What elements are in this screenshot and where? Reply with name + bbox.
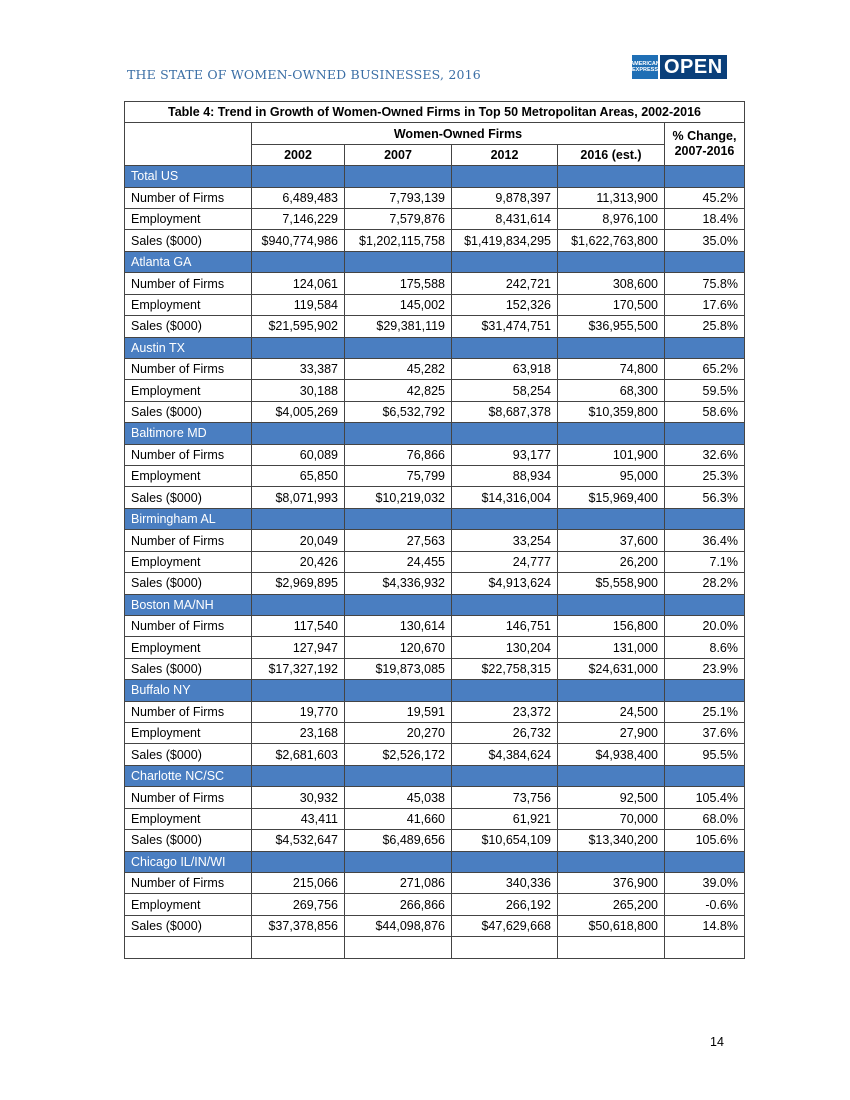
value-cell: $13,340,200 xyxy=(558,830,665,851)
pct-change-cell: 39.0% xyxy=(665,873,745,894)
pct-change-cell: 25.3% xyxy=(665,466,745,487)
metro-group-row xyxy=(125,166,745,188)
pct-change-header-line2: 2007-2016 xyxy=(674,144,735,159)
logo-badge-line: EXPRESS xyxy=(632,67,658,73)
table-caption: Table 4: Trend in Growth of Women-Owned Firms in Top 50 Metropolitan Areas, 2002-2016 xyxy=(125,102,745,123)
value-cell: 24,777 xyxy=(452,551,558,572)
row-label: Number of Firms xyxy=(125,187,252,208)
value-cell: 27,563 xyxy=(345,530,452,551)
value-cell: $29,381,119 xyxy=(345,316,452,337)
table-body xyxy=(125,166,745,958)
row-label: Number of Firms xyxy=(125,873,252,894)
group-row-cell xyxy=(665,337,745,359)
value-cell: $47,629,668 xyxy=(452,915,558,936)
value-cell: 24,455 xyxy=(345,551,452,572)
row-label: Number of Firms xyxy=(125,273,252,294)
value-cell: 11,313,900 xyxy=(558,187,665,208)
row-label: Number of Firms xyxy=(125,530,252,551)
pct-change-cell: 58.6% xyxy=(665,401,745,422)
group-row-cell xyxy=(452,508,558,530)
table-row xyxy=(125,573,745,594)
group-row-cell xyxy=(665,851,745,873)
row-label: Employment xyxy=(125,466,252,487)
value-cell: 145,002 xyxy=(345,294,452,315)
pct-change-cell: 65.2% xyxy=(665,359,745,380)
value-cell: 7,146,229 xyxy=(252,209,345,230)
value-cell: 41,660 xyxy=(345,808,452,829)
group-row-cell xyxy=(345,594,452,616)
value-cell: 271,086 xyxy=(345,873,452,894)
pct-change-cell: 75.8% xyxy=(665,273,745,294)
metro-name: Buffalo NY xyxy=(125,680,252,702)
table-row xyxy=(125,873,745,894)
pct-change-cell: 18.4% xyxy=(665,209,745,230)
value-cell: 19,591 xyxy=(345,701,452,722)
row-label: Sales ($000) xyxy=(125,658,252,679)
pct-change-cell: 35.0% xyxy=(665,230,745,251)
group-row-cell xyxy=(665,251,745,273)
value-cell: 92,500 xyxy=(558,787,665,808)
row-label: Employment xyxy=(125,808,252,829)
pct-change-cell: 105.6% xyxy=(665,830,745,851)
empty-cell xyxy=(558,937,665,958)
group-row-cell xyxy=(252,851,345,873)
value-cell: 30,932 xyxy=(252,787,345,808)
value-cell: 24,500 xyxy=(558,701,665,722)
value-cell: $6,489,656 xyxy=(345,830,452,851)
group-row-cell xyxy=(345,251,452,273)
group-row-cell xyxy=(452,337,558,359)
table-row xyxy=(125,637,745,658)
row-label: Sales ($000) xyxy=(125,230,252,251)
pct-change-cell: 17.6% xyxy=(665,294,745,315)
pct-change-cell: 45.2% xyxy=(665,187,745,208)
value-cell: $4,938,400 xyxy=(558,744,665,765)
pct-change-cell: 59.5% xyxy=(665,380,745,401)
group-row-cell xyxy=(558,765,665,787)
group-row-cell xyxy=(252,337,345,359)
table-row xyxy=(125,616,745,637)
value-cell: $24,631,000 xyxy=(558,658,665,679)
value-cell: 58,254 xyxy=(452,380,558,401)
table-row xyxy=(125,723,745,744)
pct-change-cell: 7.1% xyxy=(665,551,745,572)
value-cell: 75,799 xyxy=(345,466,452,487)
value-cell: $6,532,792 xyxy=(345,401,452,422)
value-cell: $4,005,269 xyxy=(252,401,345,422)
value-cell: 61,921 xyxy=(452,808,558,829)
pct-change-cell: 37.6% xyxy=(665,723,745,744)
group-row-cell xyxy=(252,680,345,702)
value-cell: 27,900 xyxy=(558,723,665,744)
empty-cell xyxy=(252,937,345,958)
pct-change-cell: 105.4% xyxy=(665,787,745,808)
value-cell: $940,774,986 xyxy=(252,230,345,251)
metro-group-row xyxy=(125,337,745,359)
value-cell: $8,687,378 xyxy=(452,401,558,422)
value-cell: 95,000 xyxy=(558,466,665,487)
group-row-cell xyxy=(558,851,665,873)
value-cell: 7,793,139 xyxy=(345,187,452,208)
row-label: Employment xyxy=(125,380,252,401)
group-row-cell xyxy=(665,508,745,530)
group-row-cell xyxy=(345,166,452,188)
american-express-open-logo xyxy=(632,55,727,79)
value-cell: 175,588 xyxy=(345,273,452,294)
value-cell: 120,670 xyxy=(345,637,452,658)
pct-change-cell: 8.6% xyxy=(665,637,745,658)
value-cell: 63,918 xyxy=(452,359,558,380)
pct-change-header xyxy=(665,123,745,166)
pct-change-cell: 14.8% xyxy=(665,915,745,936)
value-cell: 119,584 xyxy=(252,294,345,315)
group-row-cell xyxy=(665,765,745,787)
metro-growth-table xyxy=(124,101,745,959)
value-cell: $19,873,085 xyxy=(345,658,452,679)
group-row-cell xyxy=(665,166,745,188)
pct-change-cell: 28.2% xyxy=(665,573,745,594)
row-label: Employment xyxy=(125,637,252,658)
value-cell: 340,336 xyxy=(452,873,558,894)
row-label: Sales ($000) xyxy=(125,744,252,765)
group-row-cell xyxy=(452,251,558,273)
value-cell: $5,558,900 xyxy=(558,573,665,594)
empty-cell xyxy=(665,937,745,958)
value-cell: 130,204 xyxy=(452,637,558,658)
pct-change-cell: 23.9% xyxy=(665,658,745,679)
group-row-cell xyxy=(252,251,345,273)
empty-cell xyxy=(125,937,252,958)
row-label: Number of Firms xyxy=(125,616,252,637)
group-row-cell xyxy=(452,680,558,702)
value-cell: 131,000 xyxy=(558,637,665,658)
page-number: 14 xyxy=(710,1035,724,1049)
value-cell: $22,758,315 xyxy=(452,658,558,679)
value-cell: 269,756 xyxy=(252,894,345,915)
value-cell: 308,600 xyxy=(558,273,665,294)
table-row xyxy=(125,894,745,915)
group-row-cell xyxy=(558,166,665,188)
group-row-cell xyxy=(665,594,745,616)
value-cell: 146,751 xyxy=(452,616,558,637)
pct-change-cell: 25.1% xyxy=(665,701,745,722)
value-cell: $44,098,876 xyxy=(345,915,452,936)
value-cell: 265,200 xyxy=(558,894,665,915)
metro-name: Atlanta GA xyxy=(125,251,252,273)
value-cell: $2,526,172 xyxy=(345,744,452,765)
value-cell: $1,202,115,758 xyxy=(345,230,452,251)
value-cell: 74,800 xyxy=(558,359,665,380)
row-label: Sales ($000) xyxy=(125,915,252,936)
group-row-cell xyxy=(558,680,665,702)
table-row xyxy=(125,787,745,808)
value-cell: $4,532,647 xyxy=(252,830,345,851)
document-header-title: THE STATE OF WOMEN-OWNED BUSINESSES, 2016 xyxy=(127,67,481,82)
metro-name: Birmingham AL xyxy=(125,508,252,530)
group-row-cell xyxy=(558,508,665,530)
group-row-cell xyxy=(345,337,452,359)
pct-change-cell: 68.0% xyxy=(665,808,745,829)
value-cell: $4,913,624 xyxy=(452,573,558,594)
table-row xyxy=(125,830,745,851)
table-row xyxy=(125,658,745,679)
group-row-cell xyxy=(345,765,452,787)
table-row xyxy=(125,530,745,551)
pct-change-cell: 56.3% xyxy=(665,487,745,508)
row-label: Number of Firms xyxy=(125,359,252,380)
table-row xyxy=(125,359,745,380)
pct-change-cell: 36.4% xyxy=(665,530,745,551)
table-row xyxy=(125,744,745,765)
value-cell: 8,976,100 xyxy=(558,209,665,230)
logo-badge-line: AMERICAN xyxy=(630,61,660,67)
value-cell: $17,327,192 xyxy=(252,658,345,679)
pct-change-cell: -0.6% xyxy=(665,894,745,915)
value-cell: $10,359,800 xyxy=(558,401,665,422)
group-row-cell xyxy=(252,594,345,616)
value-cell: 37,600 xyxy=(558,530,665,551)
table-row xyxy=(125,701,745,722)
metro-name: Total US xyxy=(125,166,252,188)
value-cell: 266,866 xyxy=(345,894,452,915)
table-row xyxy=(125,209,745,230)
value-cell: 170,500 xyxy=(558,294,665,315)
value-cell: $2,969,895 xyxy=(252,573,345,594)
pct-change-cell: 25.8% xyxy=(665,316,745,337)
empty-row xyxy=(125,937,745,958)
group-row-cell xyxy=(665,423,745,445)
group-row-cell xyxy=(558,423,665,445)
group-row-cell xyxy=(665,680,745,702)
value-cell: $10,219,032 xyxy=(345,487,452,508)
value-cell: 8,431,614 xyxy=(452,209,558,230)
metro-group-row xyxy=(125,594,745,616)
metro-group-row xyxy=(125,765,745,787)
value-cell: $14,316,004 xyxy=(452,487,558,508)
table-row xyxy=(125,230,745,251)
value-cell: $15,969,400 xyxy=(558,487,665,508)
value-cell: 30,188 xyxy=(252,380,345,401)
group-row-cell xyxy=(558,594,665,616)
value-cell: 33,254 xyxy=(452,530,558,551)
value-cell: 127,947 xyxy=(252,637,345,658)
value-cell: 20,270 xyxy=(345,723,452,744)
value-cell: $31,474,751 xyxy=(452,316,558,337)
value-cell: $21,595,902 xyxy=(252,316,345,337)
value-cell: 242,721 xyxy=(452,273,558,294)
row-label: Number of Firms xyxy=(125,787,252,808)
value-cell: 130,614 xyxy=(345,616,452,637)
group-row-cell xyxy=(252,166,345,188)
value-cell: 68,300 xyxy=(558,380,665,401)
metro-name: Boston MA/NH xyxy=(125,594,252,616)
value-cell: 20,426 xyxy=(252,551,345,572)
row-label-header xyxy=(125,123,252,166)
group-row-cell xyxy=(252,508,345,530)
amex-badge-icon xyxy=(632,55,658,79)
value-cell: 20,049 xyxy=(252,530,345,551)
group-row-cell xyxy=(345,680,452,702)
value-cell: 26,732 xyxy=(452,723,558,744)
year-header: 2007 xyxy=(345,144,452,165)
year-header: 2002 xyxy=(252,144,345,165)
year-header: 2016 (est.) xyxy=(558,144,665,165)
value-cell: 45,282 xyxy=(345,359,452,380)
table-row xyxy=(125,380,745,401)
value-cell: $2,681,603 xyxy=(252,744,345,765)
table-row xyxy=(125,444,745,465)
group-row-cell xyxy=(452,423,558,445)
table-row xyxy=(125,187,745,208)
row-label: Sales ($000) xyxy=(125,573,252,594)
table-row xyxy=(125,551,745,572)
row-label: Employment xyxy=(125,894,252,915)
group-row-cell xyxy=(252,423,345,445)
year-header: 2012 xyxy=(452,144,558,165)
value-cell: 76,866 xyxy=(345,444,452,465)
value-cell: 70,000 xyxy=(558,808,665,829)
value-cell: 6,489,483 xyxy=(252,187,345,208)
row-label: Sales ($000) xyxy=(125,401,252,422)
metro-group-row xyxy=(125,423,745,445)
value-cell: 19,770 xyxy=(252,701,345,722)
group-row-cell xyxy=(452,594,558,616)
row-label: Sales ($000) xyxy=(125,487,252,508)
value-cell: $4,336,932 xyxy=(345,573,452,594)
metro-name: Baltimore MD xyxy=(125,423,252,445)
row-label: Sales ($000) xyxy=(125,830,252,851)
row-label: Employment xyxy=(125,551,252,572)
row-label: Employment xyxy=(125,723,252,744)
pct-change-cell: 20.0% xyxy=(665,616,745,637)
value-cell: 60,089 xyxy=(252,444,345,465)
value-cell: 26,200 xyxy=(558,551,665,572)
group-row-cell xyxy=(452,765,558,787)
table-row xyxy=(125,466,745,487)
value-cell: 124,061 xyxy=(252,273,345,294)
group-row-cell xyxy=(558,251,665,273)
value-cell: 266,192 xyxy=(452,894,558,915)
pct-change-header-line1: % Change, xyxy=(672,129,737,144)
table-row xyxy=(125,316,745,337)
value-cell: 156,800 xyxy=(558,616,665,637)
table-row xyxy=(125,294,745,315)
table-row xyxy=(125,487,745,508)
group-row-cell xyxy=(345,423,452,445)
table-row xyxy=(125,915,745,936)
empty-cell xyxy=(452,937,558,958)
value-cell: 23,168 xyxy=(252,723,345,744)
value-cell: 65,850 xyxy=(252,466,345,487)
empty-cell xyxy=(345,937,452,958)
value-cell: 88,934 xyxy=(452,466,558,487)
logo-wordmark: OPEN xyxy=(660,55,727,79)
group-row-cell xyxy=(252,765,345,787)
table-row xyxy=(125,273,745,294)
metro-group-row xyxy=(125,680,745,702)
group-row-cell xyxy=(558,337,665,359)
value-cell: $37,378,856 xyxy=(252,915,345,936)
row-label: Employment xyxy=(125,294,252,315)
metro-group-row xyxy=(125,851,745,873)
value-cell: $50,618,800 xyxy=(558,915,665,936)
group-row-cell xyxy=(452,166,558,188)
group-row-cell xyxy=(345,851,452,873)
value-cell: 73,756 xyxy=(452,787,558,808)
group-row-cell xyxy=(345,508,452,530)
value-cell: 215,066 xyxy=(252,873,345,894)
value-cell: 152,326 xyxy=(452,294,558,315)
value-cell: 23,372 xyxy=(452,701,558,722)
row-label: Number of Firms xyxy=(125,444,252,465)
value-cell: $1,419,834,295 xyxy=(452,230,558,251)
value-cell: 45,038 xyxy=(345,787,452,808)
table-row xyxy=(125,401,745,422)
row-label: Number of Firms xyxy=(125,701,252,722)
value-cell: $8,071,993 xyxy=(252,487,345,508)
value-cell: 93,177 xyxy=(452,444,558,465)
pct-change-cell: 32.6% xyxy=(665,444,745,465)
women-owned-firms-header: Women-Owned Firms xyxy=(252,123,665,144)
group-row-cell xyxy=(452,851,558,873)
value-cell: 43,411 xyxy=(252,808,345,829)
value-cell: 42,825 xyxy=(345,380,452,401)
row-label: Sales ($000) xyxy=(125,316,252,337)
value-cell: 33,387 xyxy=(252,359,345,380)
value-cell: $4,384,624 xyxy=(452,744,558,765)
value-cell: $10,654,109 xyxy=(452,830,558,851)
value-cell: 117,540 xyxy=(252,616,345,637)
metro-group-row xyxy=(125,508,745,530)
metro-name: Charlotte NC/SC xyxy=(125,765,252,787)
metro-group-row xyxy=(125,251,745,273)
metro-name: Austin TX xyxy=(125,337,252,359)
table-row xyxy=(125,808,745,829)
value-cell: 7,579,876 xyxy=(345,209,452,230)
metro-name: Chicago IL/IN/WI xyxy=(125,851,252,873)
row-label: Employment xyxy=(125,209,252,230)
value-cell: $1,622,763,800 xyxy=(558,230,665,251)
value-cell: 9,878,397 xyxy=(452,187,558,208)
value-cell: 101,900 xyxy=(558,444,665,465)
pct-change-cell: 95.5% xyxy=(665,744,745,765)
value-cell: $36,955,500 xyxy=(558,316,665,337)
value-cell: 376,900 xyxy=(558,873,665,894)
